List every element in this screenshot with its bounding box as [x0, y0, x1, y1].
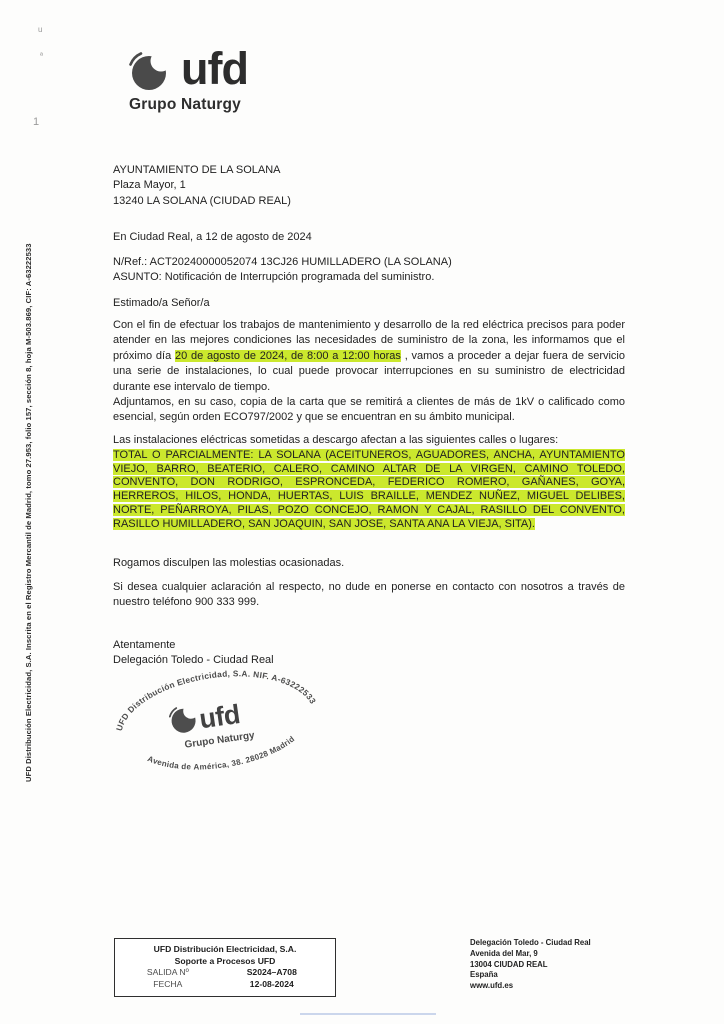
- outbox-salida-value: S2024–A708: [246, 967, 297, 977]
- footer-office-address: [470, 938, 591, 992]
- stamp-bottom-arc-text: Avenida de América, 38. 28028 Madrid: [146, 734, 297, 772]
- outbox-salida-label: SALIDA Nº: [146, 967, 189, 977]
- outbox-fecha-label: FECHA: [153, 978, 183, 989]
- registry-side-note: UFD Distribución Electricidad, S.A. Inscrita en el Registro Mercantil de Madrid, tomo 27.953, folio 157, sección 8, hoja M-503.869, CIF: A-63222533: [24, 243, 33, 782]
- scan-line-artifact: [300, 1013, 436, 1015]
- stamp-tagline: Grupo Naturgy: [183, 730, 256, 751]
- paragraph-attachment: Adjuntamos, en su caso, copia de la carta que se remitirá a clientes de más de 1kV o calificado como esencial, según orden ECO797/2002 y que se encuentran en su ámbito municipal.: [113, 396, 625, 424]
- stamp-ufd-wordmark: ufd: [197, 698, 242, 735]
- scan-artifact: 1: [33, 116, 40, 128]
- ufd-crescent-icon: [127, 48, 173, 99]
- paragraph-text: , vamos a proceder a dejar fuera de servicio una serie de instalaciones, lo cual puede provocar interrupciones en su suministro de electricidad durante ese intervalo de tiempo.: [113, 349, 625, 393]
- closing-org: Delegación Toledo - Ciudad Real: [113, 654, 274, 667]
- footer-street: Avenida del Mar, 9: [470, 948, 538, 958]
- paragraph-contact: Si desea cualquier aclaración al respecto, no dude en ponerse en contacto con nosotros a través de nuestro teléfono 900 333 999.: [113, 581, 625, 609]
- subject-line: ASUNTO: Notificación de Interrupción programada del suministro.: [113, 271, 435, 284]
- closing-salute: Atentamente: [113, 639, 176, 651]
- recipient-street: Plaza Mayor, 1: [113, 179, 186, 192]
- footer-delegation: Delegación Toledo - Ciudad Real: [470, 938, 591, 947]
- footer-website: www.ufd.es: [470, 981, 514, 991]
- highlighted-date: 20 de agosto de 2024, de 8:00 a 12:00 horas: [174, 349, 401, 362]
- recipient-address: [113, 163, 625, 209]
- streets-intro: Las instalaciones eléctricas sometidas a descargo afectan a las siguientes calles o lugares:: [113, 434, 559, 446]
- outbox-fecha-value: 12-08-2024: [249, 978, 294, 989]
- recipient-name: AYUNTAMIENTO DE LA SOLANA: [113, 164, 281, 176]
- paragraph-text: Con el fin de efectuar los trabajos de mantenimiento y desarrollo de la red eléctrica precisos para poder atender en las mejores condiciones las necesidades de suministro de la zona, les informamos que el próximo día: [113, 319, 625, 362]
- highlighted-streets: TOTAL O PARCIALMENTE: LA SOLANA (ACEITUNEROS, AGUADORES, ANCHA, AYUNTAMIENTO VIEJO, BARRO, BEATERIO, CALERO, CAMINO ALTAR DE LA VIRGEN, CAMINO TOLEDO, CONVENTO, DON RODRIGO, ESPRONCEDA, FEDERICO ROMERO, GAÑANES, GOYA, HERREROS, HILOS, HONDA, HUERTAS, LUIS BRAILLE, MENDEZ NUÑEZ, MIGUEL DELIBES, NORTE, PEÑARROYA, PILAS, POZO CONCEJO, RAMON Y CAJAL, RASILLO DEL CONVENTO, RASILLO HUMILLADERO, SAN JOAQUIN, SAN JOSE, SANTA ANA LA VIEJA, SITA).: [113, 449, 625, 530]
- footer-country: España: [470, 970, 498, 980]
- stamp-top-arc-text: UFD Distribución Electricidad, S.A. NIF. A-63222533: [113, 668, 319, 732]
- paragraph-apology: Rogamos disculpen las molestias ocasionadas.: [113, 557, 345, 569]
- paragraph-maintenance-notice: [113, 318, 625, 395]
- streets-list: [113, 449, 625, 531]
- letterhead-tagline: Grupo Naturgy: [129, 96, 241, 113]
- stamp-ufd-icon: [168, 703, 201, 735]
- ufd-logo: [127, 43, 248, 99]
- footer-city: 13004 CIUDAD REAL: [470, 959, 548, 969]
- recipient-city: 13240 LA SOLANA (CIUDAD REAL): [113, 194, 291, 207]
- outbox-company: UFD Distribución Electricidad, S.A.: [153, 944, 297, 954]
- outbox-department: Soporte a Procesos UFD: [174, 955, 276, 966]
- salutation: Estimado/a Señor/a: [113, 297, 210, 309]
- ufd-wordmark: ufd: [181, 43, 248, 94]
- dateline: En Ciudad Real, a 12 de agosto de 2024: [113, 231, 312, 243]
- reference-block: [113, 255, 625, 286]
- reference-line: N/Ref.: ACT20240000052074 13CJ26 HUMILLADERO (LA SOLANA): [113, 256, 452, 268]
- scan-artifact: u: [38, 25, 43, 34]
- outgoing-mail-stamp-box: [114, 938, 336, 997]
- scan-artifact: ª: [40, 51, 43, 60]
